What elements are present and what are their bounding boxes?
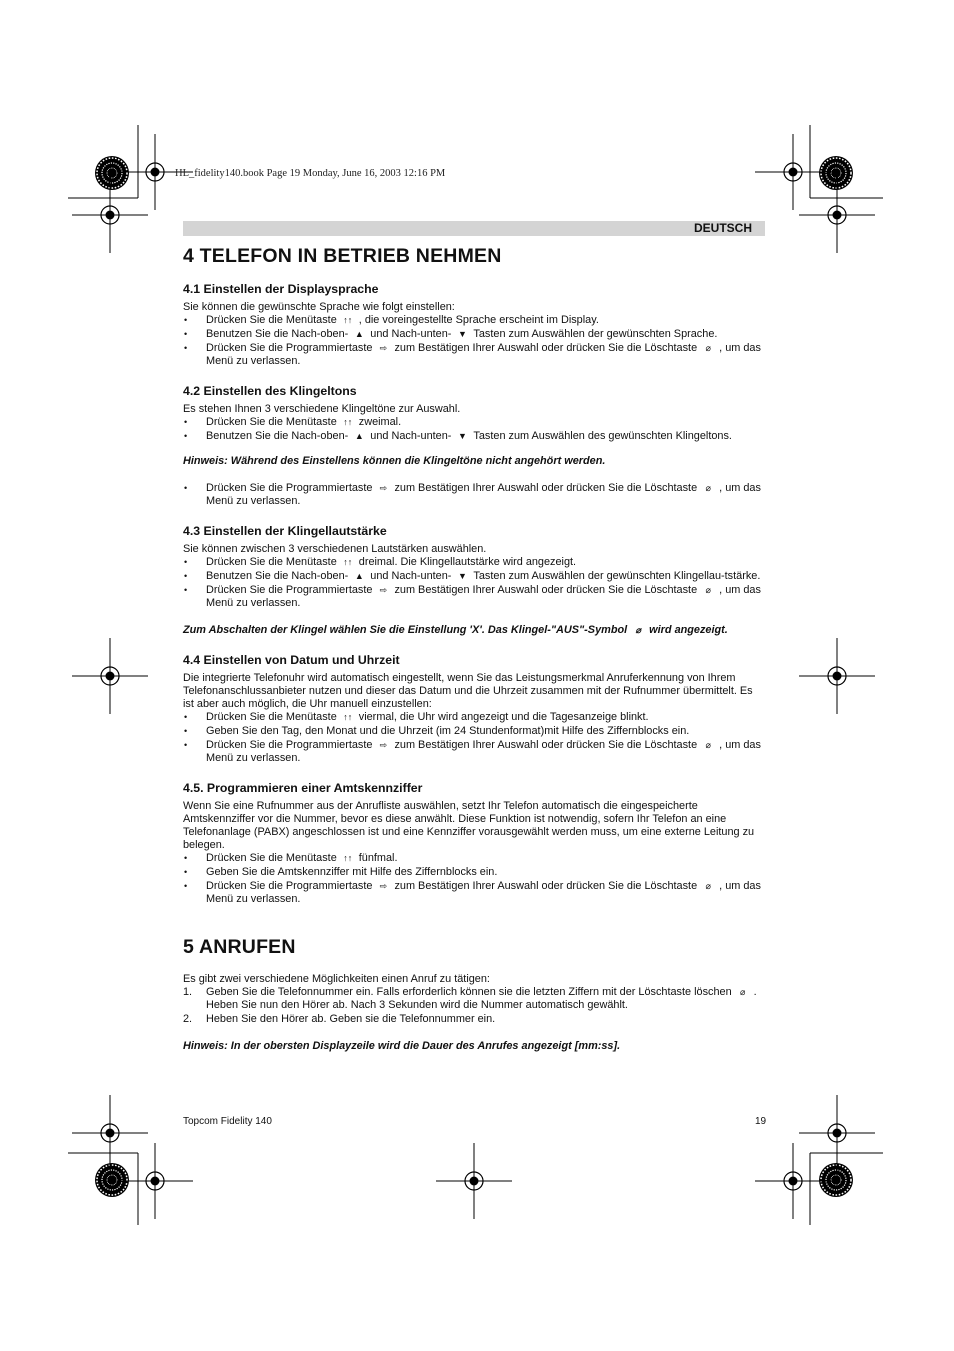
chapter-4-title: 4 TELEFON IN BETRIEB NEHMEN xyxy=(183,245,502,267)
list-item: • Drücken Sie die Menütaste ↑↑ viermal, die Uhr wird angezeigt und die Tagesanzeige blinkt. xyxy=(183,711,765,724)
list-item: • Drücken Sie die Programmiertaste ⇨ zum Bestätigen Ihrer Auswahl oder drücken Sie die Löschtaste ⌀ , um das Menü zu verlassen. xyxy=(183,584,765,610)
list-item: • Benutzen Sie die Nach-oben- ▲ und Nach-unten- ▼ Tasten zum Auswählen der gewünschten Sprache. xyxy=(183,328,765,341)
page-content xyxy=(183,245,765,1053)
list-item: • Drücken Sie die Programmiertaste ⇨ zum Bestätigen Ihrer Auswahl oder drücken Sie die Löschtaste ⌀ , um das Menü zu verlassen. xyxy=(183,880,765,906)
list-item: • Geben Sie die Amtskennziffer mit Hilfe des Ziffernblocks ein. xyxy=(183,866,765,879)
section-4-4-title: 4.4 Einstellen von Datum und Uhrzeit xyxy=(183,653,400,667)
section-4-1-list xyxy=(183,314,765,368)
section-4-2-list xyxy=(183,416,765,443)
section-4-3-intro: Sie können zwischen 3 verschiedenen Lautstärken auswählen. xyxy=(183,543,487,555)
chapter-5-title: 5 ANRUFEN xyxy=(183,936,296,958)
up-arrow-icon: ▲ xyxy=(354,431,364,441)
up-arrow-icon: ▲ xyxy=(354,571,364,581)
program-key-icon: ⇨ xyxy=(379,585,388,595)
chapter-5-list xyxy=(183,986,765,1026)
list-item: • Drücken Sie die Menütaste ↑↑ fünfmal. xyxy=(183,852,765,865)
list-item: • Drücken Sie die Programmiertaste ⇨ zum Bestätigen Ihrer Auswahl oder drücken Sie die Löschtaste ⌀ , um das Menü zu verlassen. xyxy=(183,482,765,508)
delete-key-icon: ⌀ xyxy=(705,343,711,353)
section-4-3-note: Zum Abschalten der Klingel wählen Sie die Einstellung 'X'. Das Klingel-"AUS"-Symbol ⌀ wird angezeigt. xyxy=(183,624,728,636)
delete-key-icon: ⌀ xyxy=(705,585,711,595)
page-number: 19 xyxy=(755,1116,767,1127)
section-4-5-title: 4.5. Programmieren einer Amtskennziffer xyxy=(183,781,423,795)
delete-key-icon: ⌀ xyxy=(705,881,711,891)
program-key-icon: ⇨ xyxy=(379,343,388,353)
program-key-icon: ⇨ xyxy=(379,740,388,750)
menu-key-icon: ↑↑ xyxy=(343,417,353,427)
footer-product: Topcom Fidelity 140 xyxy=(183,1116,272,1127)
chapter-5-note: Hinweis: In der obersten Displayzeile wird die Dauer des Anrufes angezeigt [mm:ss]. xyxy=(183,1040,621,1052)
section-4-3-title: 4.3 Einstellen der Klingellautstärke xyxy=(183,524,387,538)
print-info: HL_fidelity140.book Page 19 Monday, June 16, 2003 12:16 PM xyxy=(175,168,446,179)
chapter-5-intro: Es gibt zwei verschiedene Möglichkeiten einen Anruf zu tätigen: xyxy=(183,973,490,985)
delete-key-icon: ⌀ xyxy=(705,740,711,750)
list-item: • Benutzen Sie die Nach-oben- ▲ und Nach-unten- ▼ Tasten zum Auswählen der gewünschten Klingellau-tstärke. xyxy=(183,570,765,583)
down-arrow-icon: ▼ xyxy=(457,329,467,339)
list-item: • Drücken Sie die Menütaste ↑↑ dreimal. Die Klingellautstärke wird angezeigt. xyxy=(183,556,765,569)
delete-key-icon: ⌀ xyxy=(705,483,711,493)
up-arrow-icon: ▲ xyxy=(354,329,364,339)
list-item: 2. Heben Sie den Hörer ab. Geben sie die Telefonnummer ein. xyxy=(183,1013,496,1025)
section-4-3-list xyxy=(183,556,765,610)
section-4-1-intro: Sie können die gewünschte Sprache wie folgt einstellen: xyxy=(183,301,455,313)
down-arrow-icon: ▼ xyxy=(457,431,467,441)
program-key-icon: ⇨ xyxy=(379,881,388,891)
list-item: 1. Geben Sie die Telefonnummer ein. Falls erforderlich können sie die letzten Ziffern mit der Löschtaste löschen ⌀ . Heben Sie nun den Hörer ab. Nach 3 Sekunden wird die Nummer automatisch gewählt. xyxy=(183,986,757,1011)
list-item: • Geben Sie den Tag, den Monat und die Uhrzeit (im 24 Stundenformat)mit Hilfe des Ziffernblocks ein. xyxy=(183,725,765,738)
delete-key-icon: ⌀ xyxy=(739,987,746,997)
program-key-icon: ⇨ xyxy=(379,483,388,493)
section-4-5-intro: Wenn Sie eine Rufnummer aus der Anrufliste auswählen, setzt Ihr Telefon automatisch die eingespeicherte Amtskennziffer vor die Nummer, bevor es diese anwählt. Diese Funktion ist notwendig, sofern Ihr Telefon an eine Telefonanlage (PABX) angeschlossen ist und eine Kennziffer vorausgewählt werden muss, um eine externe Leitung zu belegen. xyxy=(183,800,755,851)
list-item: • Drücken Sie die Menütaste ↑↑ zweimal. xyxy=(183,416,765,429)
section-4-2-title: 4.2 Einstellen des Klingeltons xyxy=(183,384,357,398)
down-arrow-icon: ▼ xyxy=(457,571,467,581)
section-4-2-note: Hinweis: Während des Einstellens können die Klingeltöne nicht angehört werden. xyxy=(183,455,606,467)
list-item: • Drücken Sie die Menütaste ↑↑ , die voreingestellte Sprache erscheint im Display. xyxy=(183,314,765,327)
section-4-4-list xyxy=(183,711,765,765)
section-4-4-intro: Die integrierte Telefonuhr wird automatisch eingestellt, wenn Sie das Leistungsmerkmal Anruferkennung von Ihrem Telefonanschlussanbieter nutzen und dieser das Datum und die Uhrzeit zusammen mit der Rufnummer übermittelt. Es ist aber auch möglich, die Uhr manuell einzustellen: xyxy=(183,672,753,710)
section-4-2-list-2 xyxy=(183,482,765,508)
language-label: DEUTSCH xyxy=(693,221,752,235)
section-4-1-title: 4.1 Einstellen der Displaysprache xyxy=(183,282,379,296)
bell-off-icon: ⌀ xyxy=(635,625,641,635)
menu-key-icon: ↑↑ xyxy=(343,712,353,722)
language-bar xyxy=(183,221,765,236)
menu-key-icon: ↑↑ xyxy=(343,557,353,567)
section-4-2-intro: Es stehen Ihnen 3 verschiedene Klingeltöne zur Auswahl. xyxy=(183,403,461,415)
list-item: • Benutzen Sie die Nach-oben- ▲ und Nach-unten- ▼ Tasten zum Auswählen des gewünschten Klingeltons. xyxy=(183,430,765,443)
menu-key-icon: ↑↑ xyxy=(343,315,353,325)
list-item: • Drücken Sie die Programmiertaste ⇨ zum Bestätigen Ihrer Auswahl oder drücken Sie die Löschtaste ⌀ , um das Menü zu verlassen. xyxy=(183,739,765,765)
menu-key-icon: ↑↑ xyxy=(343,853,353,863)
list-item: • Drücken Sie die Programmiertaste ⇨ zum Bestätigen Ihrer Auswahl oder drücken Sie die Löschtaste ⌀ , um das Menü zu verlassen. xyxy=(183,342,765,368)
section-4-5-list xyxy=(183,852,765,906)
